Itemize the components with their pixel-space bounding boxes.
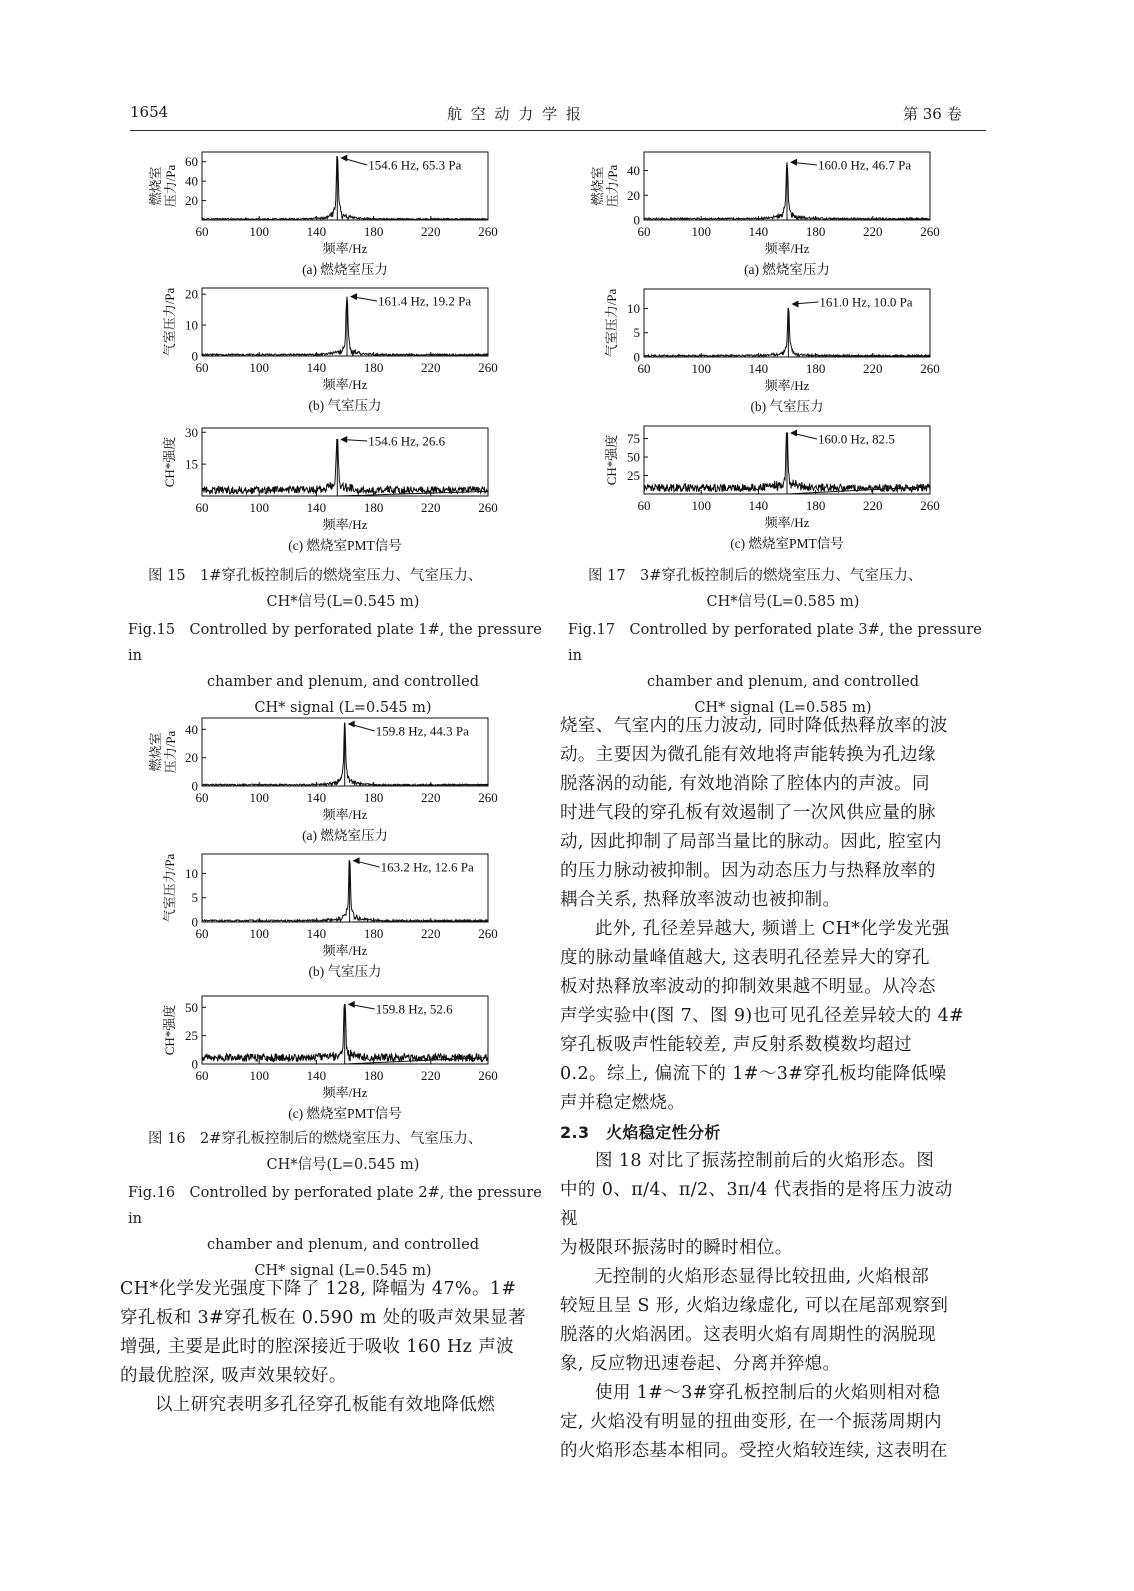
annotation-arrowhead <box>353 857 360 864</box>
x-tick-label: 220 <box>421 926 441 941</box>
peak-annotation: 159.8 Hz, 44.3 Pa <box>375 723 469 739</box>
chart-fig16b <box>130 848 530 982</box>
annotation-arrowhead <box>348 1001 355 1008</box>
y-tick-label: 20 <box>185 286 198 302</box>
x-tick-label: 140 <box>306 500 327 515</box>
annotation-arrowhead <box>348 721 355 728</box>
x-tick-label: 140 <box>306 926 327 941</box>
y-tick-label: 5 <box>633 325 640 341</box>
x-axis-label: 频率/Hz <box>322 517 368 532</box>
peak-annotation: 160.0 Hz, 46.7 Pa <box>818 157 912 173</box>
left-body-text <box>120 1275 530 1420</box>
subplot-caption: (c) 燃烧室PMT信号 <box>730 536 844 551</box>
text-line: 0.2。综上, 偏流下的 1#～3#穿孔板均能降低噪 <box>560 1064 947 1084</box>
left-line-4: 的最优腔深, 吸声效果较好。 <box>120 1366 347 1386</box>
x-tick-label: 100 <box>691 361 711 376</box>
x-tick-label: 220 <box>863 498 883 513</box>
text-line: 的压力脉动被抑制。因为动态压力与热释放率的 <box>560 861 936 881</box>
peak-annotation: 154.6 Hz, 26.6 <box>368 433 446 449</box>
y-tick-label: 50 <box>185 999 198 1015</box>
y-tick-label: 40 <box>185 721 198 737</box>
text-line: 动。主要因为微孔能有效地将声能转换为孔边缘 <box>560 745 936 765</box>
x-tick-label: 140 <box>748 361 769 376</box>
annotation-arrowhead <box>791 301 798 308</box>
fig16-caption-cn-2: CH*信号(L=0.545 m) <box>266 1157 420 1173</box>
fig16-caption <box>128 1126 558 1284</box>
x-tick-label: 60 <box>195 1068 209 1083</box>
chart-fig17a <box>572 146 972 280</box>
fig15-caption-en-3: CH* signal (L=0.545 m) <box>254 700 432 716</box>
chart-fig17b <box>572 283 972 417</box>
x-tick-label: 180 <box>363 790 384 805</box>
x-tick-label: 180 <box>363 224 384 239</box>
y-tick-label: 0 <box>633 212 640 228</box>
text-line: 的火焰形态基本相同。受控火焰较连续, 这表明在 <box>560 1441 948 1461</box>
subplot-caption: (b) 气室压力 <box>308 964 382 979</box>
x-tick-label: 140 <box>306 1068 327 1083</box>
y-tick-label: 20 <box>185 750 198 766</box>
x-tick-label: 220 <box>421 500 441 515</box>
fig15-caption-en-1: Fig.15 Controlled by perforated plate 1#, the pressure in <box>128 622 542 664</box>
subplot-caption: (a) 燃烧室压力 <box>302 828 388 843</box>
right-paragraph-1 <box>560 712 970 915</box>
x-axis-label: 频率/Hz <box>764 378 810 393</box>
fig16-caption-en-1: Fig.16 Controlled by perforated plate 2#, the pressure in <box>128 1185 542 1227</box>
x-tick-label: 140 <box>306 224 327 239</box>
right-paragraph-3 <box>560 1147 970 1263</box>
fig17-caption-cn-2: CH*信号(L=0.585 m) <box>706 594 860 610</box>
x-tick-label: 60 <box>195 790 209 805</box>
x-tick-label: 100 <box>249 360 269 375</box>
x-axis-label: 频率/Hz <box>322 241 368 256</box>
volume-label: 第 36 卷 <box>903 105 962 123</box>
y-axis-label: 燃烧室 <box>148 732 163 772</box>
y-axis-label: CH*强度 <box>604 434 619 486</box>
x-tick-label: 100 <box>249 790 269 805</box>
text-line: 脱落的火焰涡团。这表明火焰有周期性的涡脱现 <box>560 1325 936 1345</box>
y-tick-label: 5 <box>191 890 198 906</box>
x-tick-label: 60 <box>195 926 209 941</box>
series-line <box>644 308 930 357</box>
peak-annotation: 163.2 Hz, 12.6 Pa <box>380 859 474 875</box>
annotation-arrowhead <box>340 436 347 443</box>
chart-fig16a <box>130 712 530 846</box>
y-axis-label: 压力/Pa <box>163 730 178 774</box>
x-axis-label: 频率/Hz <box>764 515 810 530</box>
text-line: 使用 1#～3#穿孔板控制后的火焰则相对稳 <box>595 1383 941 1403</box>
x-axis-label: 频率/Hz <box>322 377 368 392</box>
y-tick-label: 25 <box>627 468 640 484</box>
x-tick-label: 100 <box>249 500 269 515</box>
annotation-arrowhead <box>350 293 357 300</box>
peak-annotation: 161.0 Hz, 10.0 Pa <box>819 294 913 310</box>
text-line: 此外, 孔径差异越大, 频谱上 CH*化学发光强 <box>595 919 950 939</box>
text-line: 中的 0、π/4、π/2、3π/4 代表指的是将压力波动视 <box>560 1180 953 1229</box>
y-tick-label: 0 <box>633 349 640 365</box>
fig17-caption <box>568 563 998 721</box>
fig15-caption-en-2: chamber and plenum, and controlled <box>207 674 479 690</box>
y-tick-label: 75 <box>627 431 640 447</box>
x-tick-label: 100 <box>249 1068 269 1083</box>
annotation-arrowhead <box>340 155 347 162</box>
y-tick-label: 0 <box>191 1056 198 1072</box>
right-paragraph-5 <box>560 1379 970 1466</box>
x-tick-label: 100 <box>691 498 711 513</box>
y-axis-label: 燃烧室 <box>148 166 163 206</box>
text-line: 耦合关系, 热释放率波动也被抑制。 <box>560 890 841 910</box>
peak-annotation: 160.0 Hz, 82.5 <box>818 431 895 447</box>
x-tick-label: 180 <box>363 500 384 515</box>
x-tick-label: 60 <box>195 500 209 515</box>
chart-fig15c <box>130 422 530 562</box>
x-tick-label: 260 <box>478 926 498 941</box>
text-line: 时进气段的穿孔板有效遏制了一次风供应量的脉 <box>560 803 936 823</box>
text-line: 定, 火焰没有明显的扭曲变形, 在一个振荡周期内 <box>560 1412 942 1432</box>
x-tick-label: 220 <box>863 224 883 239</box>
fig15-caption-cn-2: CH*信号(L=0.545 m) <box>266 594 420 610</box>
x-tick-label: 180 <box>363 1068 384 1083</box>
x-tick-label: 220 <box>421 1068 441 1083</box>
x-tick-label: 60 <box>195 224 209 239</box>
y-axis-label: CH*强度 <box>162 436 177 488</box>
y-tick-label: 25 <box>185 1028 198 1044</box>
y-axis-label: 压力/Pa <box>605 164 620 208</box>
x-tick-label: 180 <box>363 360 384 375</box>
y-tick-label: 40 <box>627 163 640 179</box>
subplot-caption: (a) 燃烧室压力 <box>744 262 830 277</box>
text-line: 板对热释放率波动的抑制效果越不明显。从冷态 <box>560 977 936 997</box>
x-tick-label: 180 <box>805 498 826 513</box>
header-rule <box>130 130 986 131</box>
right-body-text <box>560 712 970 1466</box>
peak-annotation: 154.6 Hz, 65.3 Pa <box>368 157 462 173</box>
x-tick-label: 260 <box>920 224 940 239</box>
section-heading: 2.3 火焰稳定性分析 <box>560 1123 721 1142</box>
chart-fig17c <box>572 420 972 560</box>
x-tick-label: 260 <box>478 790 498 805</box>
y-tick-label: 60 <box>185 154 198 170</box>
subplot-caption: (a) 燃烧室压力 <box>302 262 388 277</box>
annotation-arrowhead <box>790 430 797 437</box>
x-tick-label: 180 <box>363 926 384 941</box>
x-tick-label: 260 <box>920 498 940 513</box>
y-tick-label: 0 <box>191 778 198 794</box>
text-line: 为极限环振荡时的瞬时相位。 <box>560 1238 793 1258</box>
x-tick-label: 140 <box>748 224 769 239</box>
y-tick-label: 10 <box>185 865 198 881</box>
y-tick-label: 20 <box>627 187 640 203</box>
left-line-1: CH*化学发光强度下降了 128, 降幅为 47%。1# <box>120 1279 517 1299</box>
peak-annotation: 159.8 Hz, 52.6 <box>375 1001 453 1017</box>
left-line-3: 增强, 主要是此时的腔深接近于吸收 160 Hz 声波 <box>120 1337 514 1357</box>
chart-fig16c <box>130 990 530 1124</box>
y-tick-label: 50 <box>627 449 640 465</box>
left-line-5: 以上研究表明多孔径穿孔板能有效地降低燃 <box>155 1395 496 1415</box>
text-line: 穿孔板吸声性能较差, 声反射系数模数均超过 <box>560 1035 913 1055</box>
y-tick-label: 20 <box>185 193 198 209</box>
x-tick-label: 220 <box>863 361 883 376</box>
text-line: 脱落涡的动能, 有效地消除了腔体内的声波。同 <box>560 774 930 794</box>
x-axis-label: 频率/Hz <box>322 1085 368 1100</box>
fig15-caption-cn-1: 图 15 1#穿孔板控制后的燃烧室压力、气室压力、 <box>148 568 483 584</box>
fig17-caption-cn-1: 图 17 3#穿孔板控制后的燃烧室压力、气室压力、 <box>588 568 923 584</box>
x-tick-label: 220 <box>421 224 441 239</box>
text-line: 声学实验中(图 7、图 9)也可见孔径差异较大的 4# <box>560 1006 965 1026</box>
text-line: 动, 因此抑制了局部当量比的脉动。因此, 腔室内 <box>560 832 942 852</box>
x-tick-label: 100 <box>691 224 711 239</box>
y-tick-label: 0 <box>191 348 198 364</box>
y-axis-label: 压力/Pa <box>163 164 178 208</box>
subplot-caption: (b) 气室压力 <box>750 399 824 414</box>
annotation-arrowhead <box>790 159 797 166</box>
fig17-caption-en-1: Fig.17 Controlled by perforated plate 3#, the pressure in <box>568 622 982 664</box>
x-axis-label: 频率/Hz <box>322 807 368 822</box>
y-axis-label: 气室压力/Pa <box>604 288 619 358</box>
text-line: 较短且呈 S 形, 火焰边缘虚化, 可以在尾部观察到 <box>560 1296 949 1316</box>
x-tick-label: 140 <box>306 790 327 805</box>
x-tick-label: 100 <box>249 926 269 941</box>
x-tick-label: 140 <box>306 360 327 375</box>
x-tick-label: 220 <box>421 790 441 805</box>
y-tick-label: 40 <box>185 173 198 189</box>
x-tick-label: 260 <box>478 224 498 239</box>
y-tick-label: 30 <box>185 424 198 440</box>
y-axis-label: 气室压力/Pa <box>162 853 177 923</box>
fig17-caption-en-2: chamber and plenum, and controlled <box>647 674 919 690</box>
journal-title: 航 空 动 力 学 报 <box>447 105 583 123</box>
y-axis-label: CH*强度 <box>162 1004 177 1056</box>
x-axis-label: 频率/Hz <box>764 241 810 256</box>
text-line: 象, 反应物迅速卷起、分离并猝熄。 <box>560 1354 841 1374</box>
x-tick-label: 60 <box>195 360 209 375</box>
y-axis-label: 气室压力/Pa <box>162 287 177 357</box>
x-tick-label: 260 <box>478 500 498 515</box>
text-line: 图 18 对比了振荡控制前后的火焰形态。图 <box>595 1151 935 1171</box>
x-tick-label: 60 <box>637 224 651 239</box>
fig17-caption-en-3: CH* signal (L=0.585 m) <box>694 700 872 716</box>
y-tick-label: 10 <box>627 300 640 316</box>
y-tick-label: 0 <box>191 914 198 930</box>
right-paragraph-2 <box>560 915 970 1118</box>
x-tick-label: 60 <box>637 361 651 376</box>
subplot-caption: (c) 燃烧室PMT信号 <box>288 538 402 553</box>
text-line: 烧室、气室内的压力波动, 同时降低热释放率的波 <box>560 716 948 736</box>
x-tick-label: 100 <box>249 224 269 239</box>
x-tick-label: 180 <box>805 224 826 239</box>
fig16-caption-en-2: chamber and plenum, and controlled <box>207 1237 479 1253</box>
x-tick-label: 220 <box>421 360 441 375</box>
chart-fig15a <box>130 146 530 280</box>
left-line-2: 穿孔板和 3#穿孔板在 0.590 m 处的吸声效果显著 <box>120 1308 526 1328</box>
x-tick-label: 140 <box>748 498 769 513</box>
fig16-caption-cn-1: 图 16 2#穿孔板控制后的燃烧室压力、气室压力、 <box>148 1131 483 1147</box>
peak-annotation: 161.4 Hz, 19.2 Pa <box>378 293 472 309</box>
x-tick-label: 180 <box>805 361 826 376</box>
x-axis-label: 频率/Hz <box>322 943 368 958</box>
fig15-caption <box>128 563 558 721</box>
y-axis-label: 燃烧室 <box>590 166 605 206</box>
x-tick-label: 260 <box>478 360 498 375</box>
x-tick-label: 260 <box>478 1068 498 1083</box>
page-number: 1654 <box>130 103 169 121</box>
chart-fig15b <box>130 282 530 416</box>
x-tick-label: 60 <box>637 498 651 513</box>
text-line: 无控制的火焰形态显得比较扭曲, 火焰根部 <box>595 1267 930 1287</box>
subplot-caption: (c) 燃烧室PMT信号 <box>288 1106 402 1121</box>
x-tick-label: 260 <box>920 361 940 376</box>
right-paragraph-4 <box>560 1263 970 1379</box>
text-line: 声并稳定燃烧。 <box>560 1093 686 1113</box>
fig16-caption-en-3: CH* signal (L=0.545 m) <box>254 1263 432 1279</box>
y-tick-label: 15 <box>185 456 198 472</box>
text-line: 度的脉动量峰值越大, 这表明孔径差异大的穿孔 <box>560 948 930 968</box>
y-tick-label: 10 <box>185 317 198 333</box>
subplot-caption: (b) 气室压力 <box>308 398 382 413</box>
